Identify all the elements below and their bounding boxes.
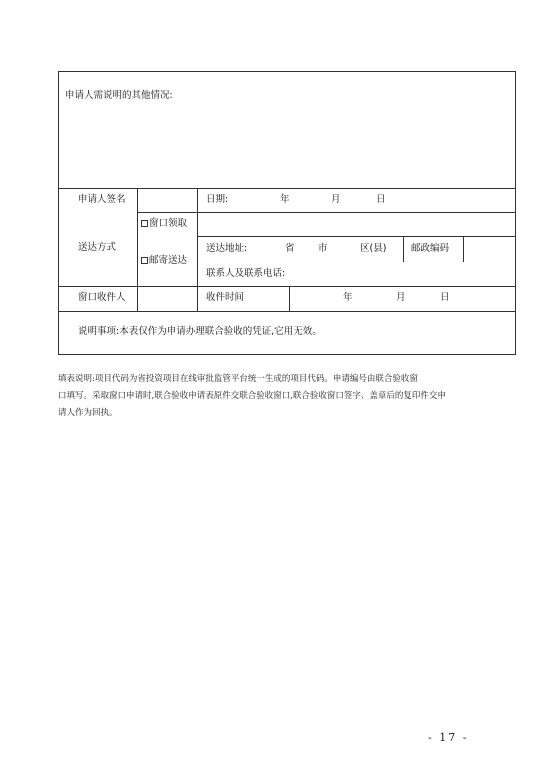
option-window-pickup-label: 窗口领取 — [149, 218, 188, 229]
row-divider — [137, 212, 515, 213]
receipt-time-label: 收件时间 — [206, 292, 245, 303]
date-year: 年 — [280, 194, 290, 205]
row-divider — [59, 286, 515, 287]
other-info-area[interactable] — [60, 106, 514, 186]
column-divider — [137, 188, 138, 311]
fill-instructions — [58, 371, 518, 422]
row-divider — [59, 311, 515, 312]
province-label: 省 — [285, 243, 295, 254]
window-receiver-label: 窗口收件人 — [78, 292, 126, 303]
column-divider — [197, 188, 198, 311]
column-divider — [463, 236, 464, 262]
district-label: 区(县) — [360, 243, 387, 254]
other-info-label: 申请人需说明的其他情况: — [65, 90, 173, 101]
column-divider — [403, 236, 404, 262]
fill-note-line: 请人作为回执。 — [58, 408, 118, 418]
application-form-table — [58, 71, 516, 355]
date-month: 月 — [331, 194, 341, 205]
fill-note-line: 口填写。采取窗口申请时,联合验收申请表原件交联合验收窗口,联合验收窗口签字、盖章后的复印件交申 — [58, 391, 446, 401]
contact-label: 联系人及联系电话: — [206, 268, 286, 279]
city-label: 市 — [318, 243, 328, 254]
receipt-month: 月 — [396, 292, 406, 303]
window-receiver-field[interactable] — [139, 288, 196, 310]
option-mail-delivery[interactable] — [141, 255, 187, 267]
checkbox-icon[interactable] — [141, 257, 148, 264]
checkbox-icon[interactable] — [141, 220, 148, 227]
delivery-method-label: 送达方式 — [78, 242, 117, 253]
row-divider — [197, 236, 515, 237]
applicant-sign-field[interactable] — [139, 190, 196, 211]
row-divider — [59, 188, 515, 189]
fill-note-line: 填表说明:项目代码为省投资项目在线审批监管平台统一生成的项目代码。申请编号由联合验收窗 — [58, 374, 418, 384]
receipt-day: 日 — [440, 292, 450, 303]
postal-code-field[interactable] — [465, 238, 514, 260]
applicant-sign-label: 申请人签名 — [78, 194, 126, 205]
delivery-address-label: 送达地址: — [206, 243, 248, 254]
column-divider — [289, 286, 290, 311]
remarks-text: 说明事项:本表仅作为申请办理联合验收的凭证,它用无效。 — [78, 326, 322, 337]
page-number: - 17 - — [428, 731, 469, 744]
option-window-pickup[interactable] — [141, 218, 187, 230]
receipt-year: 年 — [343, 292, 353, 303]
postal-code-label: 邮政编码 — [411, 243, 450, 254]
date-label: 日期: — [206, 194, 229, 205]
option-mail-delivery-label: 邮寄送达 — [149, 255, 188, 266]
date-day: 日 — [376, 194, 386, 205]
